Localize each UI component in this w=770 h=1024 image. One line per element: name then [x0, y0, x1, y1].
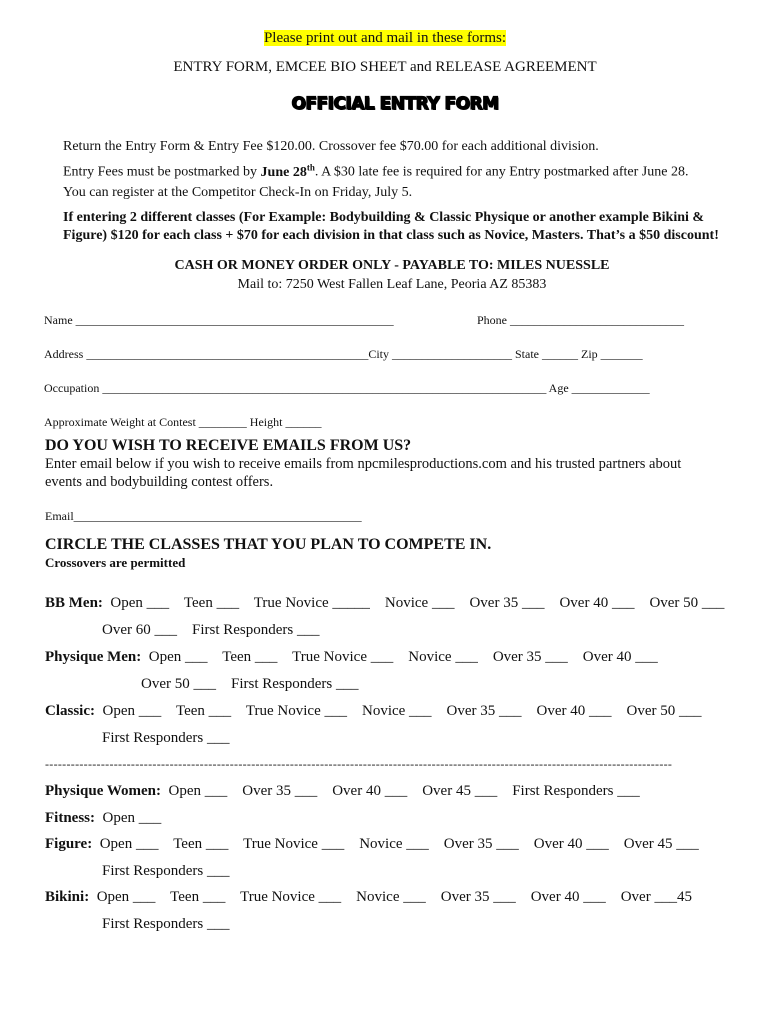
email-field[interactable]: Email________________________________________________ [45, 509, 362, 523]
figure-options-2[interactable]: First Responders ___ [102, 863, 230, 879]
discount-line-2: Figure) $120 for each class + $70 for each division in that class such as Novice, Masters. That’s a $50 discount! [63, 228, 719, 243]
bb-men-options-2[interactable]: Over 60 ___ First Responders ___ [102, 622, 320, 638]
classic-label: Classic: [45, 703, 95, 719]
fitness-row [45, 810, 161, 827]
bikini-options-2[interactable]: First Responders ___ [102, 916, 230, 932]
email-heading: DO YOU WISH TO RECEIVE EMAILS FROM US? [45, 437, 412, 454]
postmark-date [260, 162, 315, 180]
name-field[interactable]: Name _____________________________________________________ [44, 313, 394, 327]
fee-line-1: Return the Entry Form & Entry Fee $120.00. Crossover fee $70.00 for each additional division. [63, 139, 599, 154]
physique-women-options[interactable]: Open ___ Over 35 ___ Over 40 ___ Over 45 ___ First Responders ___ [168, 783, 640, 799]
section-divider: -------------------------------------------------------------------------------------------------------------------------------------------------- [45, 757, 673, 771]
fitness-options[interactable]: Open ___ [102, 810, 162, 826]
figure-options[interactable]: Open ___ Teen ___ True Novice ___ Novice ___ Over 35 ___ Over 40 ___ Over 45 ___ [99, 836, 699, 852]
classic-options[interactable]: Open ___ Teen ___ True Novice ___ Novice ___ Over 35 ___ Over 40 ___ Over 50 ___ [102, 703, 702, 719]
physique-men-options-2[interactable]: Over 50 ___ First Responders ___ [141, 676, 359, 692]
mail-notice [0, 30, 770, 47]
bb-men-label: BB Men: [45, 595, 103, 611]
form-subtitle: ENTRY FORM, EMCEE BIO SHEET and RELEASE AGREEMENT [173, 59, 597, 75]
classic-options-2[interactable]: First Responders ___ [102, 730, 230, 746]
fee-line-2-post: . A $30 late fee is required for any Entry postmarked after June 28. [314, 164, 689, 180]
mail-notice-text: Please print out and mail in these forms: [263, 30, 507, 46]
occupation-field[interactable]: Occupation __________________________________________________________________________ Age _____________ [44, 381, 650, 395]
physique-women-row [45, 783, 640, 800]
classic-row [45, 703, 702, 720]
bikini-row [45, 889, 692, 906]
email-desc-line-2: events and bodybuilding contest offers. [45, 474, 274, 490]
classes-heading: CIRCLE THE CLASSES THAT YOU PLAN TO COMPETE IN. [45, 536, 492, 553]
figure-row [45, 836, 699, 853]
fee-line-3: You can register at the Competitor Check-In on Friday, July 5. [63, 185, 413, 200]
figure-label: Figure: [45, 836, 93, 852]
fee-line-2-pre: Entry Fees must be postmarked by [63, 164, 261, 180]
physique-men-label: Physique Men: [45, 649, 142, 665]
postmark-date-sup: th [306, 162, 315, 172]
fee-line-2 [63, 162, 688, 181]
mail-address: Mail to: 7250 West Fallen Leaf Lane, Peoria AZ 85383 [237, 277, 547, 292]
postmark-date-text: June 28 [260, 164, 307, 180]
weight-height-field[interactable]: Approximate Weight at Contest ________ Height ______ [44, 415, 322, 429]
address-field[interactable]: Address _______________________________________________City ____________________ State ______ Zip _______ [44, 347, 643, 361]
fitness-label: Fitness: [45, 810, 95, 826]
email-desc-line-1: Enter email below if you wish to receive emails from npcmilesproductions.com and his trusted partners about [45, 456, 682, 472]
official-entry-form-logo: OFFICIAL ENTRY FORM [291, 94, 499, 114]
phone-field[interactable]: Phone _____________________________ [477, 313, 684, 327]
physique-women-label: Physique Women: [45, 783, 161, 799]
discount-line-1: If entering 2 different classes (For Example: Bodybuilding & Classic Physique or another example Bikini & [63, 210, 705, 225]
bikini-options[interactable]: Open ___ Teen ___ True Novice ___ Novice ___ Over 35 ___ Over 40 ___ Over ___45 [96, 889, 692, 905]
physique-men-options[interactable]: Open ___ Teen ___ True Novice ___ Novice ___ Over 35 ___ Over 40 ___ [148, 649, 658, 665]
bb-men-row [45, 595, 724, 612]
crossovers-note: Crossovers are permitted [45, 555, 186, 570]
bikini-label: Bikini: [45, 889, 90, 905]
physique-men-row [45, 649, 658, 666]
payment-title: CASH OR MONEY ORDER ONLY - PAYABLE TO: MILES NUESSLE [174, 258, 610, 273]
bb-men-options[interactable]: Open ___ Teen ___ True Novice _____ Novice ___ Over 35 ___ Over 40 ___ Over 50 ___ [110, 595, 725, 611]
